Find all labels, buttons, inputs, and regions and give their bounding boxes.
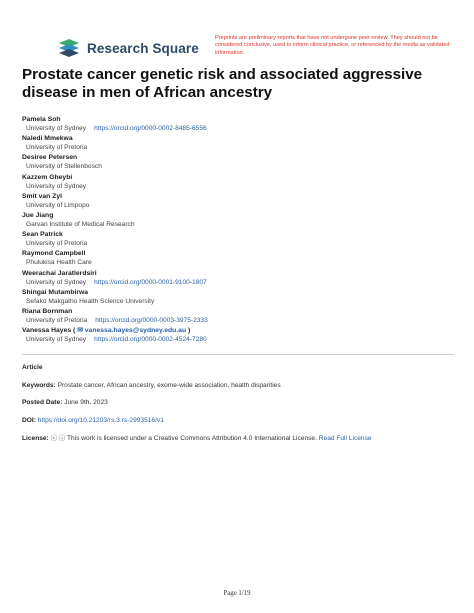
author-entry — [22, 307, 454, 325]
author-entry — [22, 249, 454, 267]
author-affiliation-row — [22, 316, 454, 325]
author-entry — [22, 269, 454, 287]
author-name: Shingai Mutambirwa — [22, 288, 89, 296]
author-affiliation: Phulukisa Health Care — [26, 259, 92, 267]
author-name-text: Vanessa Hayes — [22, 327, 72, 335]
author-affiliation: University of Sydney — [26, 182, 87, 190]
author-affiliation: University of Pretoria — [26, 240, 88, 248]
author-name: Desiree Petersen — [22, 154, 78, 162]
author-affiliation: University of Sydney — [26, 125, 87, 132]
author-affiliation-row — [22, 220, 454, 229]
author-entry — [22, 192, 454, 210]
author-orcid-link[interactable]: https://orcid.org/0000-0003-3975-2333 — [95, 316, 208, 324]
research-square-logo[interactable] — [57, 38, 199, 58]
preprint-disclaimer: Preprints are preliminary reports that have not undergone peer review. They should not be considered conclusive, used to inform clinical practice, or referenced by the media as validated information. — [215, 35, 450, 56]
keywords-row — [22, 382, 454, 391]
author-entry — [22, 115, 454, 133]
posted-date-row — [22, 399, 454, 408]
research-square-logo-icon — [57, 38, 81, 58]
keywords-label: Keywords: — [22, 381, 56, 389]
author-entry — [22, 230, 454, 248]
article-summary — [22, 66, 454, 453]
author-affiliation-row — [22, 162, 454, 171]
author-orcid-link[interactable]: https://orcid.org/0000-0001-9100-1807 — [94, 278, 207, 286]
author-affiliation-row — [22, 258, 454, 267]
author-affiliation-row — [22, 201, 454, 210]
author-affiliation-row — [22, 335, 454, 344]
author-affiliation: University of Pretoria — [26, 316, 88, 324]
attribution-icon: ⓘ — [58, 434, 66, 442]
author-affiliation-row — [22, 124, 454, 133]
open-paren: ( — [73, 327, 76, 335]
author-name: Kazzem Gheybi — [22, 173, 73, 181]
author-list — [22, 115, 454, 344]
author-name: Naledi Mmekwa — [22, 135, 73, 143]
article-metadata — [22, 364, 454, 443]
author-name: Jue Jiang — [22, 211, 54, 219]
doi-label: DOI: — [22, 417, 36, 425]
author-affiliation: University of Limpopo — [26, 201, 90, 209]
author-name: Sean Patrick — [22, 231, 63, 239]
author-affiliation-row — [22, 143, 454, 152]
keywords-value: Prostate cancer, African ancestry, exome-wide association, health disparities — [57, 381, 281, 389]
author-affiliation-row — [22, 278, 454, 287]
author-name: Smit van Zyl — [22, 192, 63, 200]
author-entry — [22, 211, 454, 229]
author-entry — [22, 173, 454, 191]
section-divider — [22, 354, 454, 355]
license-text: This work is licensed under a Creative Commons Attribution 4.0 International License. — [66, 434, 317, 442]
author-affiliation: University of Stellenbosch — [26, 163, 102, 171]
author-entry — [22, 153, 454, 171]
author-name: Riana Bornman — [22, 307, 73, 315]
author-affiliation-row — [22, 239, 454, 248]
license-label: License: — [22, 434, 49, 442]
article-title: Prostate cancer genetic risk and associated aggressive disease in men of African ancestry — [22, 66, 423, 101]
author-orcid-link[interactable]: https://orcid.org/0000-0002-4524-7280 — [94, 336, 207, 344]
doi-row — [22, 417, 454, 426]
author-affiliation-row — [22, 182, 454, 191]
page-header — [0, 0, 474, 62]
email-icon: ✉ — [77, 327, 83, 335]
author-name: Raymond Campbell — [22, 250, 86, 258]
author-entry — [22, 134, 454, 152]
author-affiliation: Sefako Makgatho Health Science University — [26, 297, 155, 305]
author-name — [22, 326, 454, 335]
posted-date-value: June 9th, 2023 — [64, 399, 108, 407]
author-affiliation: University of Sydney — [26, 336, 87, 344]
logo-text: Research Square — [87, 40, 199, 56]
close-paren: ) — [188, 327, 191, 335]
author-affiliation: University of Pretoria — [26, 144, 88, 152]
author-entry — [22, 288, 454, 306]
author-affiliation: Garvan Institute of Medical Research — [26, 220, 135, 228]
page-number: Page 1/19 — [223, 590, 251, 597]
license-row — [22, 435, 454, 444]
author-affiliation: University of Sydney — [26, 278, 87, 286]
corresponding-author — [22, 326, 454, 344]
posted-date-label: Posted Date: — [22, 399, 63, 407]
author-orcid-link[interactable]: https://orcid.org/0000-0002-8485-6556 — [94, 125, 207, 132]
article-type: Article — [22, 364, 43, 372]
author-affiliation-row — [22, 297, 454, 306]
doi-link[interactable]: https://doi.org/10.21203/rs.3.rs-2993516/v1 — [37, 417, 164, 425]
creative-commons-icon: ⓒ — [50, 434, 57, 442]
author-name: Pamela Soh — [22, 116, 61, 123]
author-email-link[interactable]: vanessa.hayes@sydney.edu.au — [84, 327, 187, 335]
author-name: Weerachai Jaratlerdsiri — [22, 269, 97, 277]
read-full-license-link[interactable]: Read Full License — [318, 434, 372, 442]
